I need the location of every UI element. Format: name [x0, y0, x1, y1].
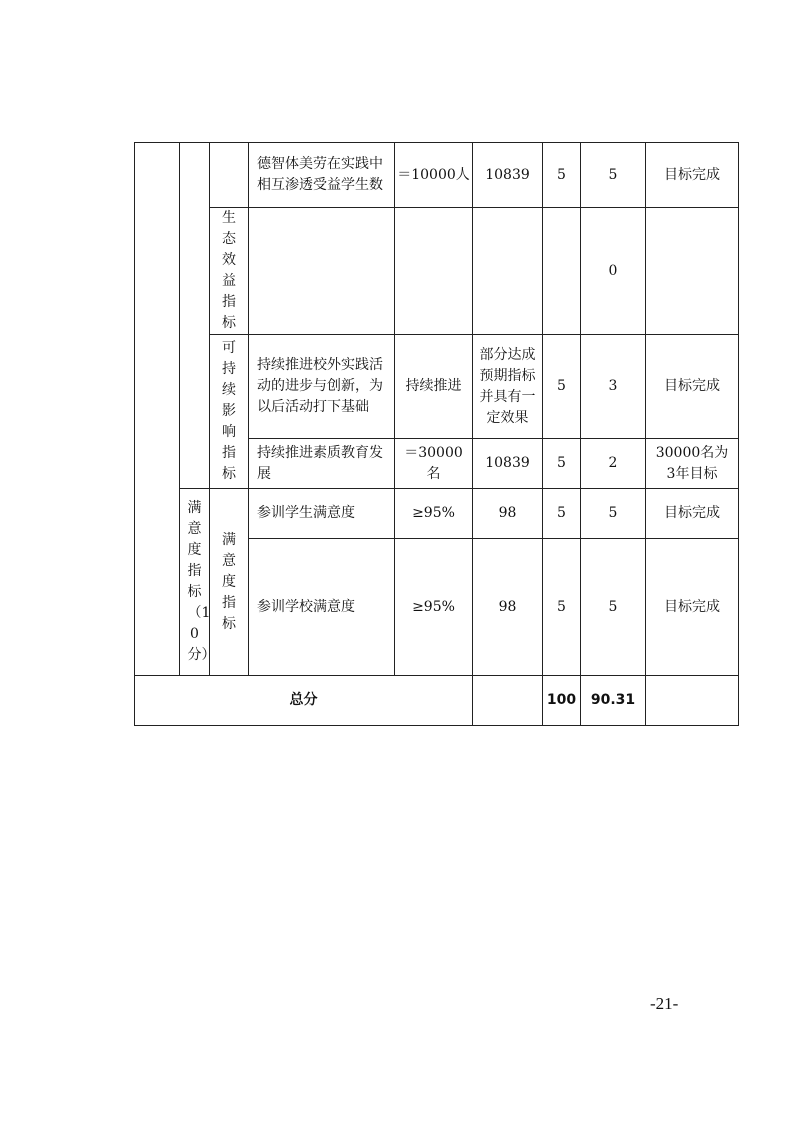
category-cell: [210, 143, 249, 208]
target-text: ＝30000名: [404, 444, 463, 482]
weight-cell: 5: [543, 143, 581, 208]
total-row: [135, 676, 739, 726]
weight-cell: [543, 208, 581, 335]
category-label: 生态效益指标: [222, 210, 236, 331]
total-label: 总分: [135, 676, 473, 726]
weight-cell: 5: [543, 335, 581, 439]
actual-text: 部分达成预期指标并具有一定效果: [479, 346, 536, 426]
target-cell: [395, 208, 473, 335]
actual-cell: 98: [473, 539, 543, 676]
target-cell: ≥95%: [395, 489, 473, 539]
score-cell: 5: [581, 143, 646, 208]
level2-label: 满意度指标（10分）: [187, 500, 216, 663]
actual-cell: [473, 208, 543, 335]
note-cell: 目标完成: [646, 335, 739, 439]
indicator-cell: 参训学校满意度: [249, 539, 395, 676]
target-cell: [395, 439, 473, 489]
indicator-cell: 参训学生满意度: [249, 489, 395, 539]
category-cell: [210, 335, 249, 489]
score-cell: 3: [581, 335, 646, 439]
table-row: [135, 335, 739, 439]
total-weight: 100: [543, 676, 581, 726]
target-cell: ≥95%: [395, 539, 473, 676]
level1-cell: [135, 143, 180, 676]
score-cell: 5: [581, 489, 646, 539]
table-row: [135, 143, 739, 208]
note-cell: [646, 439, 739, 489]
indicator-cell: [249, 208, 395, 335]
actual-cell: 10839: [473, 439, 543, 489]
score-cell: 5: [581, 539, 646, 676]
note-text: 30000名为3年目标: [655, 444, 729, 482]
indicator-cell: 德智体美劳在实践中相互渗透受益学生数: [249, 143, 395, 208]
score-cell: 0: [581, 208, 646, 335]
total-actual-cell: [473, 676, 543, 726]
actual-cell: 10839: [473, 143, 543, 208]
note-cell: 目标完成: [646, 143, 739, 208]
table-row: [135, 208, 739, 335]
category-label: 可持续影响指标: [222, 340, 236, 482]
score-cell: 2: [581, 439, 646, 489]
note-cell: [646, 208, 739, 335]
category-label: 满意度指标: [222, 531, 236, 632]
note-cell: 目标完成: [646, 489, 739, 539]
weight-cell: 5: [543, 489, 581, 539]
level2-cell: [180, 143, 210, 489]
actual-cell: 98: [473, 489, 543, 539]
performance-table: [134, 142, 739, 726]
weight-cell: 5: [543, 439, 581, 489]
target-cell: 持续推进: [395, 335, 473, 439]
total-note-cell: [646, 676, 739, 726]
target-cell: ＝10000人: [395, 143, 473, 208]
category-cell: [210, 208, 249, 335]
weight-cell: 5: [543, 539, 581, 676]
table-row: [135, 489, 739, 539]
total-score: 90.31: [581, 676, 646, 726]
actual-cell: [473, 335, 543, 439]
indicator-cell: 持续推进素质教育发展: [249, 439, 395, 489]
note-cell: 目标完成: [646, 539, 739, 676]
indicator-cell: 持续推进校外实践活动的进步与创新，为以后活动打下基础: [249, 335, 395, 439]
level2-cell: [180, 489, 216, 676]
page-number: -21-: [650, 994, 679, 1013]
